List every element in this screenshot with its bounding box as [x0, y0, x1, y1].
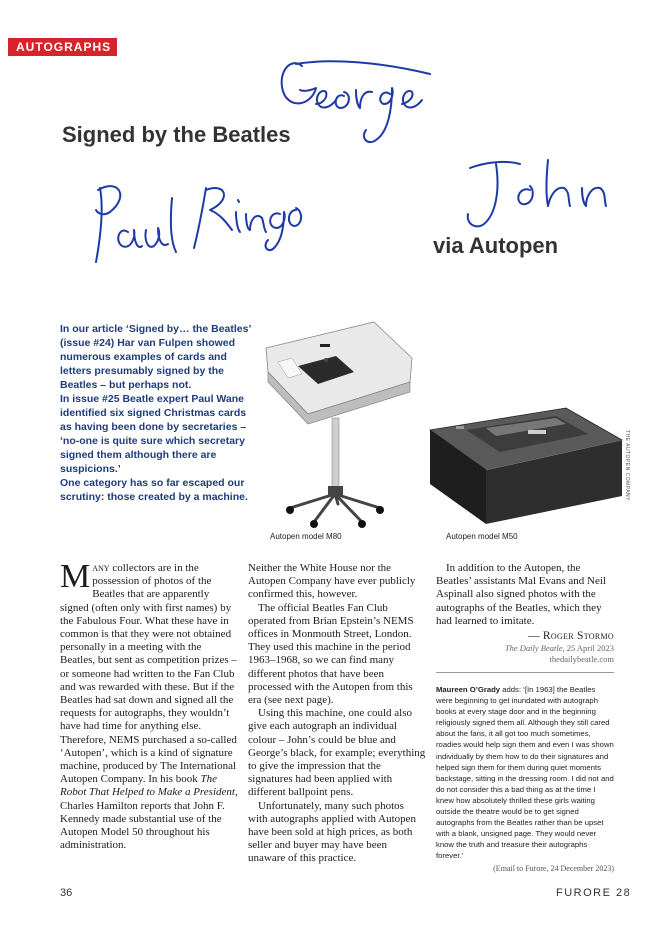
- signature-ringo: [194, 188, 301, 250]
- source-line: [436, 643, 614, 654]
- body-paragraph: Using this machine, one could also give each autograph an individual colour – John’s could be blue and George’s black, for example; everything to give the impression that the signatures had been applied with different ballpoint pens.: [248, 707, 426, 799]
- body-text: , Charles Hamilton reports that John F. Kennedy made substantial use of the Autopen Model 50 throughout his administration.: [60, 786, 238, 852]
- m50-caption: Autopen model M50: [446, 532, 518, 541]
- signature-john: [468, 160, 606, 226]
- m80-caption: Autopen model M80: [270, 532, 342, 541]
- body-column-1: [60, 558, 238, 852]
- autopen-m80-photo: [262, 318, 422, 530]
- intro-paragraph: In our article ‘Signed by… the Beatles’ (issue #24) Har van Fulpen showed numerous examples of cards and letters presumably signed by the Beatles – but perhaps not.: [60, 323, 251, 391]
- body-paragraph: Neither the White House nor the Autopen Company have ever publicly confirmed this, however.: [248, 562, 416, 601]
- signature-paul: [96, 186, 176, 262]
- book-title: The Robot That Helped to Make a President: [60, 773, 235, 799]
- source-url: thedailybeatle.com: [549, 654, 614, 665]
- byline: — Roger Stormo: [527, 630, 614, 643]
- body-paragraph: In addition to the Autopen, the Beatles’ assistants Mal Evans and Neil Aspinall also signed photos with the autographs of the Beatles, which they had learned to imitate.: [436, 562, 606, 627]
- quote-speaker: Maureen O’Grady: [436, 685, 501, 694]
- sidebar-quote: [436, 684, 614, 874]
- body-column-3: [436, 562, 614, 665]
- section-tag: AUTOGRAPHS: [8, 38, 117, 56]
- intro-paragraph: One category has so far escaped our scrutiny: those created by a machine.: [60, 477, 248, 503]
- intro-text: [60, 322, 253, 504]
- magazine-issue: FURORE 28: [556, 887, 632, 899]
- article-subtitle: via Autopen: [433, 233, 559, 258]
- source-publication: The Daily Beatle: [504, 643, 563, 654]
- source-date: , 25 April 2023: [562, 643, 614, 654]
- quote-text: adds: ‘[In 1963] the Beatles were beginning to get inundated with autograph books at every stage door and in the beginning religiously signed them all. Although they still cared about the fans, it all got too much sometimes, roadies would help sign them and even I was shown individually by them how to do their signatures and helped sign them for them during quiet moments backstage, sitting in the dressing room. I did not and do not consider this a bad thing as at the time I knew how absolutely thrilled these girls waiting outside the theatre would be to get signed autographs from the Beatles rather than be upset with a blank, unsigned page. They would never know the truth and treasure their autographs forever.’: [436, 685, 614, 861]
- quote-source: (Email to Furore, 24 December 2023): [493, 863, 614, 873]
- lead-word: any: [92, 562, 110, 574]
- article-title: Signed by the Beatles: [62, 122, 291, 147]
- page-number: 36: [60, 887, 73, 899]
- drop-cap: M: [60, 558, 91, 595]
- intro-paragraph: In issue #25 Beatle expert Paul Wane identified six signed Christmas cards as having been done by secretaries – ‘no-one is quite sure which secretary signed them although there are suspicions.’: [60, 393, 247, 475]
- signature-george: [282, 61, 430, 142]
- body-paragraph: Unfortunately, many such photos with autographs applied with Autopen have been sold at high prices, as both seller and buyer may have been unaware of this practice.: [248, 799, 417, 865]
- autopen-m50-photo: [426, 400, 626, 530]
- photo-credit: THE AUTOPEN COMPANY: [624, 430, 630, 501]
- body-column-2: [248, 562, 426, 866]
- divider: [436, 672, 614, 673]
- body-paragraph: The official Beatles Fan Club operated from Brian Epstein’s NEMS offices in Monmouth Street, London. They used this machine in the period 1963–1968, so we can find many different photos that have been processed with the Autopen from this era (see next page).: [248, 601, 414, 707]
- body-text: collectors are in the possession of photos of the Beatles that are apparently signed (often only with first names) by the Fabulous Four. What these have in common is that they were not obtained personally in a meeting with the Beatles, but sent as competition prizes – or someone had written to the Fan Club and was rewarded with these. But if the Beatles had sat down and signed all the requests for autographs, they wouldn’t have had time for anything else. Therefore, NEMS purchased a so-called ‘Autopen’, which is a kind of signature machine, produced by The International Autopen Company. In his book: [60, 562, 237, 786]
